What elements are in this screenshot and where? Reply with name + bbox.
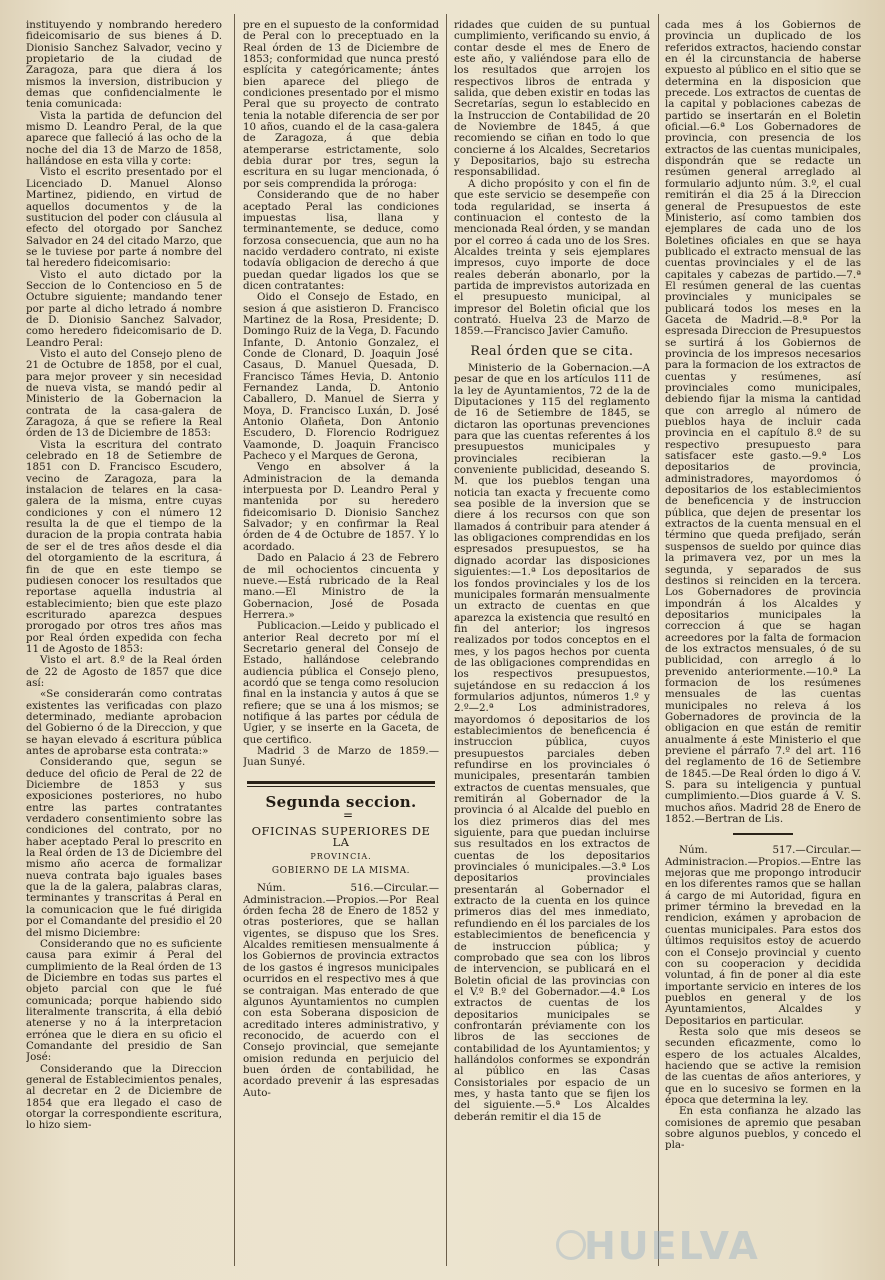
paragraph: Núm. 517.—Circular.—Administracion.—Propios.—Entre las mejoras que me propongo introducir en los diferentes ramos que se hallan á cargo de mi Autoridad, figura en primer término la brevedad en la rendicion, exámen y aprobacion de cuentas municipales. Para estos dos últimos requisitos estoy de acuerdo con el Consejo provincial y cuento con su cooperacion y decidida voluntad, á fin de poner al dia este importante servicio en interes de los pueblos en general y de los Ayuntamientos, Alcaldes y Depositarios en particular. (665, 844, 861, 1027)
watermark: HUELVA (584, 1224, 760, 1268)
paragraph: Considerando que la Direccion general de Establecimientos penales, al decretar en 2 de Diciembre de 1854 que era llegado el caso de otorgar la correspondiente escritura, lo hizo siem- (26, 1062, 222, 1132)
column-1 (26, 20, 222, 1264)
paragraph: Visto el auto dictado por la Seccion de lo Contencioso en 5 de Octubre siguiente; mandando tener por parte al dicho letrado á nombre de D. Dionisio Sanchez Salvador, como heredero fideicomisario de D. Leandro Peral: (26, 268, 222, 349)
paragraph: ridades que cuiden de su puntual cumplimiento, verificando su envio, á contar desde el mes de Enero de este año, y valiéndose para ello de los resultados que arrojen los respectivos libros de entrada y salida, que deben existir en todas las Secretarías, segun lo establecido en la Instruccion de Contabilidad de 20 de Noviembre de 1845, á que recomiendo se ciñan en todo lo que concierne á los Alcaldes, Secretarios y Depositarios, bajo su estrecha responsabilidad. (454, 20, 650, 179)
cited-order-title: Real órden que se cita. (470, 343, 634, 359)
government-heading: GOBIERNO DE LA MISMA. (271, 866, 411, 877)
paragraph: Dado en Palacio á 23 de Febrero de mil ochocientos cincuenta y nueve.—Está rubricado de la Real mano.—El Ministro de la Gobernacion, José de Posada Herrera.» (243, 552, 439, 621)
paragraph: instituyendo y nombrando heredero fideicomisario de sus bienes á D. Dionisio Sanchez Salvador, vecino y propietario de la ciudad de Zaragoza, para que diera á los mismos la inversion, distribucion y demas que confidencialmente le tenia comunicada: (26, 20, 222, 111)
paragraph: Vengo en absolver á la Administracion de la demanda interpuesta por D. Leandro Peral y mantenida por su heredero fideicomisario D. Dionisio Sanchez Salvador; y en confirmar la Real órden de 4 de Octubre de 1857. Y lo acordado. (243, 461, 439, 553)
column-2 (243, 20, 439, 1264)
paragraph: Considerando que de no haber aceptado Peral las condiciones impuestas lisa, llana y terminantemente, se deduce, como forzosa consecuencia, que aun no ha nacido verdadero contrato, ni existe todavía obligacion de derecho á que puedan quedar ligados los que se dicen contratantes: (243, 189, 439, 292)
paragraph: Considerando que no es suficiente causa para eximir á Peral del cumplimiento de la Real órden de 13 de Diciembre en todas sus partes el objeto parcial con que le fué comunicada; porque habiendo sido literalmente transcrita, á ella debió atenerse y no á la interpretacion errónea que le diera en su oficio el Comandante del presidio de San José: (26, 937, 222, 1064)
paragraph: Vista la partida de defuncion del mismo D. Leandro Peral, de la que aparece que falleció á las ocho de la noche del dia 13 de Marzo de 1858, hallándose en esta villa y corte: (26, 109, 222, 168)
title-dash: = (342, 808, 354, 823)
column-divider (658, 14, 659, 1266)
quote-paragraph: «Se considerarán como contratas existentes las verificadas con plazo determinado, mediante aprobacion del Gobierno ó de la Direccion, y que se hayan elevado á escritura pública antes de aprobarse esta contrata:» (26, 688, 222, 757)
paragraph: Ministerio de la Gobernacion.—A pesar de que en los artículos 111 de la ley de Ayuntamientos, 72 de la de Diputaciones y 115 del reglamento de 16 de Setiembre de 1845, se dictaron las oportunas prevenciones para que las cuentas referentes á los presupuestos municipales y provinciales recibieran la conveniente publicidad, deseando S. M. que los pueblos tengan una noticia tan exacta y frecuente como sea posible de la inversion que se diere á los recursos con que son llamados á contribuir para atender á las obligaciones comprendidas en los espresados presupuestos, se ha dignado acordar las disposiciones siguientes:—1.ª Los depositarios de los fondos provinciales y los de los municipales formarán mensualmente un extracto de cuentas en que aparezca la existencia que resultó en fin del anterior; los ingresos realizados por todos conceptos en el mes, y los pagos hechos por cuenta de las obligaciones comprendidas en los respectivos presupuestos, sujetándose en su redaccion á los formularios adjuntos, números 1.º y 2.º—2.ª Los administradores, mayordomos ó depositarios de los establecimientos de beneficencia é instruccion pública, cuyos presupuestos parciales deben refundirse en los provinciales ó municipales, presentarán tambien extractos de cuentas mensuales, que remitirán al Gobernador de la provincia ó al Alcalde del pueblo en los diez primeros dias del mes siguiente, para que puedan incluirse sus resultados en los extractos de cuentas de los depositarios provinciales ó municipales.—3.ª Los depositarios provinciales presentarán al Gobernador el extracto de la cuenta en los quince primeros dias del mes inmediato, refundiendo en él los parciales de los establecimientos de beneficencia y de instruccion pública; y comprobado que sea con los libros de intervencion, se publicará en el Boletin oficial de las provincias con el V.º B.º del Gobernador.—4.ª Los extractos de cuentas de los depositarios municipales se confrontarán préviamente con los libros de las secciones de contabilidad de los Ayuntamientos; y hallándolos conformes se expondrán al público en las Casas Consistoriales por espacio de un mes, y hasta tanto que se fijen los del siguiente.—5.ª Los Alcaldes deberán remitir el dia 15 de (454, 361, 650, 1123)
paragraph: Visto el escrito presentado por el Licenciado D. Manuel Alonso Martinez, pidiendo, en virtud de aquellos documentos y de la sustitucion del poder con cláusula al efecto del otorgado por Sanchez Salvador en 24 del citado Marzo, que se le tuviese por parte á nombre del tal heredero fideicomisario: (26, 166, 222, 270)
paragraph: Resta solo que mis deseos se secunden eficazmente, como lo espero de los actuales Alcaldes, haciendo que se active la remision de las cuentas de años anteriores, y que en lo sucesivo se formen en la época que determina la ley. (665, 1025, 861, 1106)
paragraph: Vista la escritura del contrato celebrado en 18 de Setiembre de 1851 con D. Francisco Escudero, vecino de Zaragoza, para la instalacion de telares en la casa-galera de la misma, entre cuyas condiciones y con el número 12 resulta la de que el tiempo de la duracion de la propia contrata habia de ser el de tres años desde el dia del otorgamiento de la escritura, á fin de que en este tiempo se pudiesen conocer los resultados que reportase aquella industria al establecimiento; bien que este plazo escriturado aparezca despues prorogado por otros tres años mas por Real órden expedida con fecha 11 de Agosto de 1853: (26, 438, 222, 655)
paragraph: cada mes á los Gobiernos de provincia un duplicado de los referidos extractos, haciendo constar en él la circunstancia de haberse expuesto al público en el sitio que se determina en la disposicion que precede. Los extractos de cuentas de la capital y poblaciones cabezas de partido se insertarán en el Boletin oficial.—6.ª Los Gobernadores de provincia, con presencia de los extractos de las cuentas municipales, dispondrán que se redacte un resúmen general arreglado al formulario adjunto núm. 3.º, el cual remitirán el dia 25 á la Direccion general de Presupuestos de este Ministerio, así como tambien dos ejemplares de cada uno de los Boletines oficiales en que se haya publicado el extracto mensual de las cuentas provinciales y el de las capitales y cabezas de partido.—7.ª El resúmen general de las cuentas provinciales y municipales se publicará todos los meses en la Gaceta de Madrid.—8.ª Por la espresada Direccion de Presupuestos se surtirá á los Gobiernos de provincia de los impresos necesarios para la formacion de los extractos de cuentas y resúmenes, así provinciales como municipales, debiendo fijar la misma la cantidad que con arreglo al número de pueblos haya de incluir cada provincia en el capítulo 8.º de su respectivo presupuesto para satisfacer este gasto.—9.ª Los depositarios de provincia, administradores, mayordomos ó depositarios de los establecimientos de beneficencia y de instruccion pública, que dejen de presentar los extractos de la cuenta mensual en el término que queda prefijado, serán suspensos de sueldo por quince dias la primavera vez, por un mes la segunda, y separados de sus destinos si reinciden en la tercera. Los Gobernadores de provincia impondrán á los Alcaldes y depositarios municipales la correccion á que se hagan acreedores por la falta de formacion de los extractos mensuales, ó de su publicidad, con arreglo á lo prevenido anteriormente.—10.ª La formacion de los resúmenes mensuales de las cuentas municipales no releva á los Gobernadores de provincia de la obligacion en que están de remitir anualmente á este Ministerio el que previene el párrafo 7.º del art. 116 del reglamento de 16 de Setiembre de 1845.—De Real órden lo digo á V. S. para su inteligencia y puntual cumplimiento.—Dios guarde á V. S. muchos años. Madrid 28 de Enero de 1852.—Bertran de Lis. (665, 20, 861, 826)
paragraph: Publicacion.—Leido y publicado el anterior Real decreto por mí el Secretario general del Consejo de Estado, hallándose celebrando audiencia pública el Consejo pleno, acordó que se tenga como resolucion final en la instancia y autos á que se refiere; que se una á los mismos; se notifique á las partes por cédula de Ugier, y se inserte en la Gaceta, de que certifico. (243, 620, 439, 746)
column-divider (446, 14, 447, 1266)
paragraph: Considerando que, segun se deduce del oficio de Peral de 22 de Diciembre de 1853 y sus exposiciones posteriores, no hubo entre las partes contratantes verdadero consentimiento sobre las condiciones del contrato, por no haber aceptado Peral lo prescrito en la Real órden de 13 de Diciembre del mismo año acerca de formalizar nueva contrata bajo iguales bases que la de la galera, palabras claras, terminantes y transcritas á Peral en la comunicacion que le fué dirigida por el Comandante del presidio el 20 del mismo Diciembre: (26, 756, 222, 939)
paragraph: pre en el supuesto de la conformidad de Peral con lo preceptuado en la Real órden de 13 de Diciembre de 1853; conformidad que nunca prestó esplícita y categóricamente; ántes bien aparece del pliego de condiciones presentado por el mismo Peral que su proyecto de contrato tenia la notable diferencia de ser por 10 años, cuando el de la casa-galera de Zaragoza, á que debia atemperarse estrictamente, solo debia durar por tres, segun la escritura en su lugar mencionada, ó por seis comprendida la próroga: (243, 20, 439, 190)
column-3 (454, 20, 650, 1264)
offices-heading: OFICINAS SUPERIORES DE LA (251, 824, 431, 850)
column-divider (234, 14, 235, 1266)
watermark-icon (556, 1230, 586, 1260)
paragraph: Visto el art. 8.º de la Real órden de 22 de Agosto de 1857 que dice así: (26, 654, 222, 689)
paragraph: Núm. 516.—Circular.—Administracion.—Propios.—Por Real órden fecha 28 de Enero de 1852 y otras posteriores, que se hallan vigentes, se dispuso que los Sres. Alcaldes remitiesen mensualmente á los Gobiernos de provincia extractos de los gastos é ingresos municipales ocurridos en el respectivo mes á que se contraigan. Mas enterado de que algunos Ayuntamientos no cumplen con esta Soberana disposicion de acreditado interes administrativo, y reconocido, de acuerdo con el Consejo provincial, que semejante omision redunda en perjuicio del buen órden de contabilidad, he acordado prevenir á las espresadas Auto- (243, 882, 439, 1099)
paragraph: Madrid 3 de Marzo de 1859.—Juan Sunyé. (243, 745, 439, 769)
article-divider (733, 833, 793, 835)
section-divider (247, 781, 435, 787)
paragraph: Visto el auto del Consejo pleno de 21 de Octubre de 1858, por el cual, para mejor proveer y sin necesidad de nueva vista, se mandó pedir al Ministerio de la Gobernacion la contrata de la casa-galera de Zaragoza, á que se refiere la Real órden de 13 de Diciembre de 1853: (26, 347, 222, 440)
paragraph: A dicho propósito y con el fin de que este servicio se desempeñe con toda regularidad, se inserta á continuacion el contesto de la mencionada Real órden, y se mandan por el correo á cada uno de los Sres. Alcaldes treinta y seis ejemplares impresos, cuyo importe de doce reales deberán abonarlo, por la partida de imprevistos autorizada en el presupuesto municipal, al impresor del Boletin oficial que los contrató. Huelva 23 de Marzo de 1859.—Francisco Javier Camuño. (454, 177, 650, 338)
province-heading: PROVINCIA. (310, 851, 372, 861)
section-title: Segunda seccion. (265, 792, 417, 811)
paragraph: En esta confianza he alzado las comisiones de apremio que pesaban sobre algunos pueblos, y concedo el pla- (665, 1105, 861, 1152)
paragraph: Oido el Consejo de Estado, en sesion á que asistieron D. Francisco Martinez de la Rosa, Presidente; D. Domingo Ruiz de la Vega, D. Facundo Infante, D. Antonio Gonzalez, el Conde de Clonard, D. Joaquin José Casaus, D. Manuel Quesada, D. Francisco Támes Hevia, D. Antonio Fernandez Landa, D. Antonio Caballero, D. Manuel de Sierra y Moya, D. Francisco Luxán, D. José Antonio Olañeta, Don Antonio Escudero, D. Florencio Rodriguez Vaamonde, D. Joaquin Francisco Pacheco y el Marques de Gerona, (243, 291, 439, 463)
column-4 (665, 20, 861, 1264)
